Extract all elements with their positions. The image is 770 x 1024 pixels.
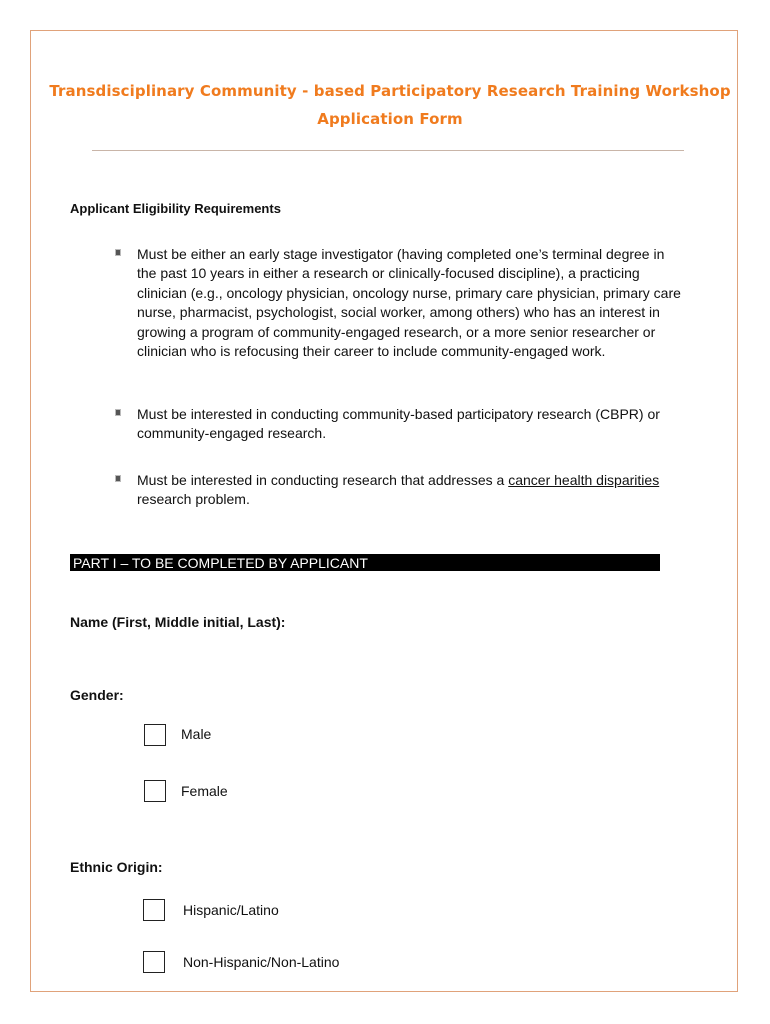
gender-male-checkbox[interactable] <box>144 724 166 746</box>
eligibility-item-text: Must be either an early stage investigator (having completed one’s terminal degree in the past 10 years in either a research or clinically-focused discipline), a practicing clinician (e.g., oncology physician, oncology nurse, primary care physician, primary care nurse, pharmacist, psychologist, social worker, among others) who has an interest in growing a program of community-engaged research, or a more senior researcher or clinician who is refocusing their career to include community-engaged work. <box>137 246 681 360</box>
bullet-icon <box>115 409 121 416</box>
cancer-health-disparities-link[interactable]: cancer health disparities <box>508 472 660 488</box>
form-title: Transdisciplinary Community - based Participatory Research Training Workshop <box>49 82 731 100</box>
form-subtitle: Application Form <box>317 110 463 128</box>
gender-female-label: Female <box>181 783 228 799</box>
eligibility-item <box>115 471 685 510</box>
gender-male-label: Male <box>181 726 212 742</box>
title-divider <box>92 150 684 151</box>
ethnic-origin-label: Ethnic Origin: <box>70 859 163 875</box>
eligibility-item-text: Must be interested in conducting community-based participatory research (CBPR) or community-engaged research. <box>137 406 660 442</box>
ethnic-hispanic-checkbox[interactable] <box>143 899 165 921</box>
eligibility-heading: Applicant Eligibility Requirements <box>70 201 281 216</box>
ethnic-non-hispanic-label: Non-Hispanic/Non-Latino <box>183 954 340 970</box>
eligibility-item-text-before: Must be interested in conducting research that addresses a <box>137 472 509 488</box>
eligibility-item <box>115 245 685 361</box>
ethnic-non-hispanic-checkbox[interactable] <box>143 951 165 973</box>
eligibility-item <box>115 405 685 444</box>
part-one-heading: PART I – TO BE COMPLETED BY APPLICANT <box>70 554 660 571</box>
eligibility-item-text-after: research problem. <box>137 491 250 508</box>
bullet-icon <box>115 475 121 482</box>
eligibility-item-text <box>137 471 685 510</box>
gender-label: Gender: <box>70 687 124 703</box>
page-border <box>30 30 738 992</box>
gender-female-checkbox[interactable] <box>144 780 166 802</box>
bullet-icon <box>115 249 121 256</box>
name-label: Name (First, Middle initial, Last): <box>70 614 286 630</box>
ethnic-hispanic-label: Hispanic/Latino <box>183 902 279 918</box>
